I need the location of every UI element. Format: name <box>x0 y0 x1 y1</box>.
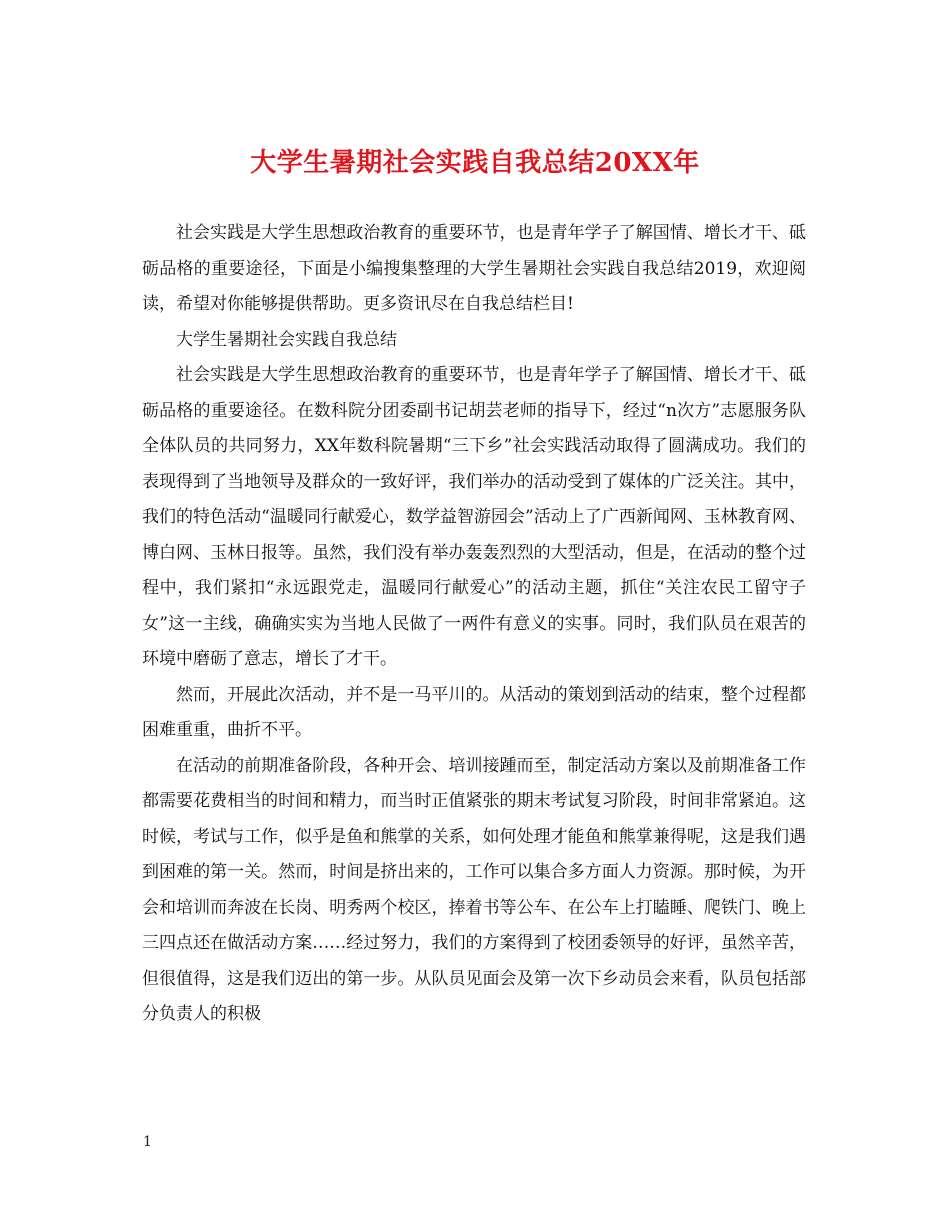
paragraph-preparation: 在活动的前期准备阶段，各种开会、培训接踵而至，制定活动方案以及前期准备工作都需要花费相当的时间和精力，而当时正值紧张的期末考试复习阶段，时间非常紧迫。这时候，考试与工作，似乎是鱼和熊掌的关系，如何处理才能鱼和熊掌兼得呢，这是我们遇到困难的第一关。然而，时间是挤出来的，工作可以集合多方面人力资源。那时候，为开会和培训而奔波在长岗、明秀两个校区，捧着书等公车、在公车上打瞌睡、爬铁门、晚上三四点还在做活动方案……经过努力，我们的方案得到了校团委领导的好评，虽然辛苦，但很值得，这是我们迈出的第一步。从队员见面会及第一次下乡动员会来看，队员包括部分负责人的积极 <box>142 755 806 1024</box>
paragraph-difficulties: 然而，开展此次活动，并不是一马平川的。从活动的策划到活动的结束，整个过程都困难重重，曲折不平。 <box>142 684 806 740</box>
document-title: 大学生暑期社会实践自我总结20XX年 <box>250 148 700 178</box>
page-number: 1 <box>143 1134 152 1150</box>
paragraph-intro: 社会实践是大学生思想政治教育的重要环节，也是青年学子了解国情、增长才干、砥砺品格的重要途径，下面是小编搜集整理的大学生暑期社会实践自我总结2019，欢迎阅读，希望对你能够提供帮助。更多资讯尽在自我总结栏目! <box>142 223 806 314</box>
paragraph-subtitle: 大学生暑期社会实践自我总结 <box>176 329 397 350</box>
document-body <box>142 216 806 1033</box>
paragraph-overview: 社会实践是大学生思想政治教育的重要环节，也是青年学子了解国情、增长才干、砥砺品格的重要途径。在数科院分团委副书记胡芸老师的指导下，经过“n次方”志愿服务队全体队员的共同努力，XX年数科院暑期“三下乡”社会实践活动取得了圆满成功。我们的表现得到了当地领导及群众的一致好评，我们举办的活动受到了媒体的广泛关注。其中，我们的特色活动“温暖同行献爱心，数学益智游园会”活动上了广西新闻网、玉林教育网、博白网、玉林日报等。虽然，我们没有举办轰轰烈烈的大型活动，但是，在活动的整个过程中，我们紧扣“永远跟党走，温暖同行献爱心”的活动主题，抓住“关注农民工留守子女”这一主线，确确实实为当地人民做了一两件有意义的实事。同时，我们队员在艰苦的环境中磨砺了意志，增长了才干。 <box>142 365 806 669</box>
